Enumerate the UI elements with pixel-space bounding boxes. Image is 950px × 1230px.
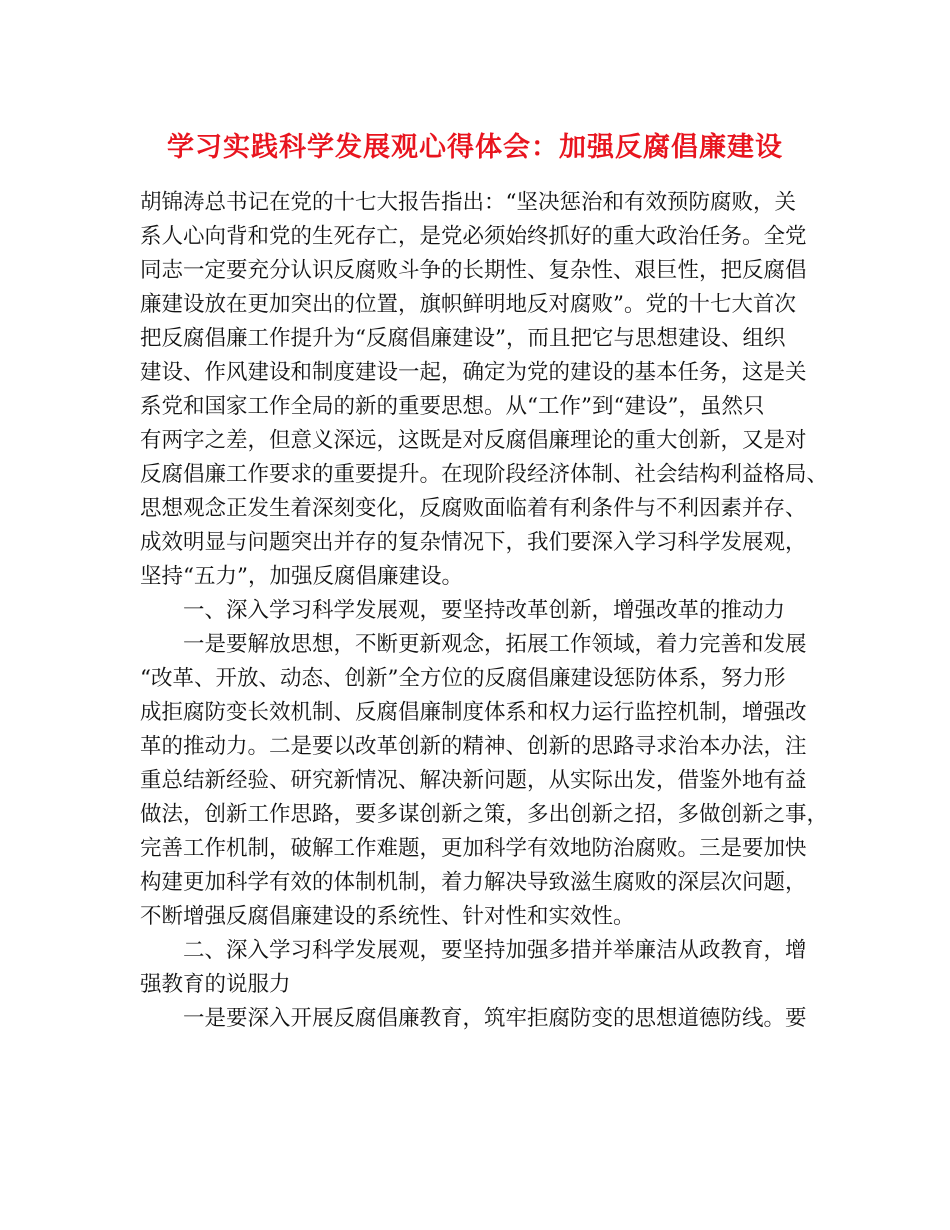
paragraph-1-line-3: 同志一定要充分认识反腐败斗争的长期性、复杂性、艰巨性，把反腐倡 (140, 258, 807, 283)
document-title: 学习实践科学发展观心得体会：加强反腐倡廉建设 (167, 132, 783, 163)
paragraph-2-line-7: 完善工作机制，破解工作难题，更加科学有效地防治腐败。三是要加快 (140, 836, 807, 861)
paragraph-1-line-11: 成效明显与问题突出并存的复杂情况下，我们要深入学习科学发展观， (140, 530, 807, 555)
paragraph-1-line-12: 坚持“五力”，加强反腐倡廉建设。 (140, 564, 463, 589)
paragraph-2-line-2: “改革、开放、动态、创新”全方位的反腐倡廉建设惩防体系，努力形 (140, 666, 786, 691)
paragraph-1-line-5: 把反腐倡廉工作提升为“反腐倡廉建设”，而且把它与思想建设、组织 (140, 326, 786, 351)
paragraph-2-line-5: 重总结新经验、研究新情况、解决新问题，从实际出发，借鉴外地有益 (140, 768, 807, 793)
section-heading-2-line-1: 二、深入学习科学发展观，要坚持加强多措并举廉洁从政教育，增 (183, 938, 807, 963)
section-heading-2-line-2: 强教育的说服力 (140, 972, 291, 997)
document-body (140, 186, 830, 1036)
paragraph-2-line-6: 做法，创新工作思路，要多谋创新之策，多出创新之招，多做创新之事， (140, 802, 829, 827)
paragraph-2-line-1: 一是要解放思想，不断更新观念，拓展工作领域，着力完善和发展 (183, 632, 807, 657)
paragraph-1-line-9: 反腐倡廉工作要求的重要提升。在现阶段经济体制、社会结构利益格局、 (140, 462, 829, 487)
paragraph-2-line-8: 构建更加科学有效的体制机制，着力解决导致滋生腐败的深层次问题， (140, 870, 807, 895)
paragraph-2-line-3: 成拒腐防变长效机制、反腐倡廉制度体系和权力运行监控机制，增强改 (140, 700, 807, 725)
paragraph-1-line-10: 思想观念正发生着深刻变化，反腐败面临着有利条件与不利因素并存、 (140, 496, 807, 521)
paragraph-1-line-4: 廉建设放在更加突出的位置，旗帜鲜明地反对腐败”。党的十七大首次 (140, 292, 796, 317)
paragraph-1-line-7: 系党和国家工作全局的新的重要思想。从“工作”到“建设”，虽然只 (140, 394, 765, 419)
paragraph-1-line-2: 系人心向背和党的生死存亡，是党必须始终抓好的重大政治任务。全党 (140, 224, 807, 249)
paragraph-1-line-8: 有两字之差，但意义深远，这既是对反腐倡廉理论的重大创新，又是对 (140, 428, 807, 453)
paragraph-1-line-6: 建设、作风建设和制度建设一起，确定为党的建设的基本任务，这是关 (140, 360, 807, 385)
paragraph-2-line-4: 革的推动力。二是要以改革创新的精神、创新的思路寻求治本办法，注 (140, 734, 807, 759)
paragraph-1-line-1: 胡锦涛总书记在党的十七大报告指出：“坚决惩治和有效预防腐败，关 (140, 190, 796, 215)
section-heading-1: 一、深入学习科学发展观，要坚持改革创新，增强改革的推动力 (183, 598, 786, 623)
paragraph-3-line-1: 一是要深入开展反腐倡廉教育，筑牢拒腐防变的思想道德防线。要 (183, 1006, 807, 1031)
paragraph-2-line-9: 不断增强反腐倡廉建设的系统性、针对性和实效性。 (140, 904, 635, 929)
